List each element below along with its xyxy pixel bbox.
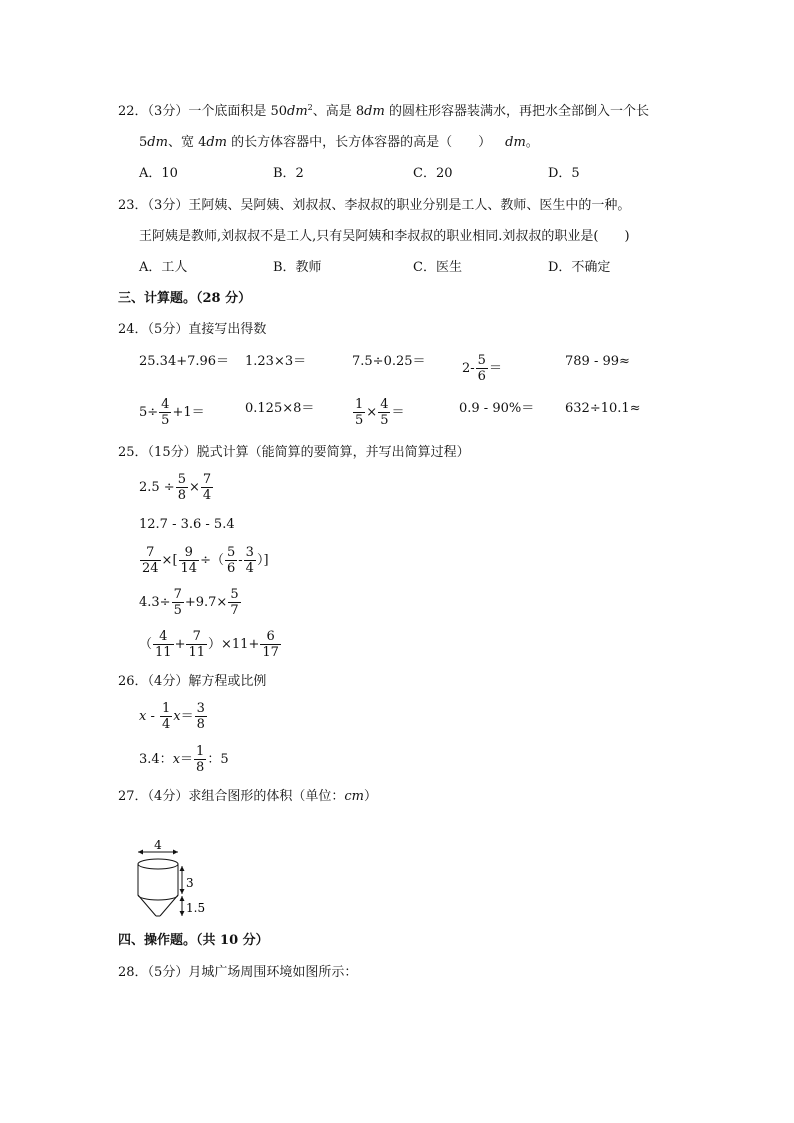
q25-expr-1 [139, 472, 214, 503]
fraction [153, 629, 174, 660]
unit-dm: dm [364, 104, 385, 119]
unit-dm: dm [505, 135, 526, 150]
q24-item-b: 1.23×3＝ [245, 354, 307, 369]
expr-text: × [188, 479, 200, 495]
q27-text: 27．（4分）求组合图形的体积（单位： [118, 789, 345, 804]
q26-proportion-2 [139, 744, 229, 775]
fraction [194, 744, 206, 775]
expr-text: 2- [462, 360, 475, 376]
numerator: 5 [226, 545, 236, 560]
variable-x: x [139, 708, 147, 724]
fraction [195, 701, 207, 732]
numerator: 1 [196, 744, 205, 759]
fraction [260, 629, 281, 660]
q24-item-j: 632÷10.1≈ [565, 401, 641, 416]
section-3-heading: 三、计算题。（28 分） [118, 291, 252, 306]
cylinder-cone-diagram [130, 838, 220, 922]
arrow-up-icon [180, 866, 185, 871]
denominator: 6 [477, 369, 486, 384]
arrow-down-icon [180, 911, 185, 916]
denominator: 11 [188, 645, 206, 660]
q23-line1: 23．（3分）王阿姨、吴阿姨、刘叔叔、李叔叔的职业分别是工人、教师、医生中的一种。 [118, 198, 631, 213]
expr-text: +9.7× [184, 594, 228, 610]
numerator: 5 [230, 587, 239, 602]
expr-text: ×[ [161, 552, 178, 568]
numerator: 3 [196, 701, 205, 716]
expr-text: 2.5 ÷ [139, 479, 175, 495]
numerator: 9 [184, 545, 193, 560]
fraction [176, 472, 188, 503]
q22-option-b: B．2 [273, 166, 304, 181]
denominator: 8 [177, 488, 186, 503]
fraction [179, 545, 200, 576]
denominator: 8 [196, 717, 205, 732]
q23-option-b: B．教师 [273, 260, 322, 275]
q25-expr-4 [139, 587, 242, 618]
numerator: 1 [162, 701, 171, 716]
composite-solid-figure [130, 838, 220, 926]
numerator: 1 [355, 397, 364, 412]
arrow-left-icon [138, 850, 143, 855]
label-cone-height: 1.5 [186, 901, 206, 915]
fraction [159, 397, 171, 428]
fraction [225, 545, 237, 576]
expr-text: ：5 [207, 751, 229, 767]
q22-text: 的圆柱形容器装满水，再把水全部倒入一个长 [384, 104, 649, 119]
expr-text: + [174, 636, 186, 652]
expr-text: ＝ [391, 404, 405, 420]
expr-text: × [366, 404, 378, 420]
q22-line1 [118, 104, 649, 120]
fraction [378, 397, 390, 428]
q25-title: 25．（15分）脱式计算（能简算的要简算，并写出简算过程） [118, 445, 470, 460]
denominator: 24 [142, 561, 159, 576]
unit-dm: dm [287, 104, 308, 119]
label-width: 4 [154, 838, 162, 852]
q22-text: 。 [525, 135, 539, 150]
superscript-2: 2 [307, 103, 313, 112]
q24-item-f [139, 397, 205, 428]
fraction [476, 353, 488, 384]
label-cylinder-height: 3 [186, 876, 194, 890]
fraction [353, 397, 365, 428]
expr-text: ÷（ [200, 552, 224, 568]
q23-option-c: C．医生 [413, 260, 462, 275]
denominator: 8 [196, 760, 205, 775]
denominator: 5 [173, 603, 182, 618]
q23-option-a: A．工人 [139, 260, 188, 275]
q23-option-d: D．不确定 [548, 260, 611, 275]
expr-text: - [238, 552, 243, 568]
cylinder-top-ellipse [138, 859, 178, 869]
cylinder-bottom-arc [138, 895, 178, 900]
unit-dm: dm [206, 135, 227, 150]
q24-item-d [462, 353, 502, 384]
numerator: 7 [173, 587, 182, 602]
denominator: 5 [355, 413, 364, 428]
numerator: 7 [146, 545, 155, 560]
expr-text: （ [139, 636, 153, 652]
cone-left-edge [138, 895, 156, 916]
q22-text: 5 [139, 135, 148, 150]
cone-right-edge [160, 895, 178, 916]
q24-item-g: 0.125×8＝ [245, 401, 315, 416]
fraction [201, 472, 213, 503]
variable-x: x [172, 751, 181, 767]
fraction [228, 587, 240, 618]
numerator: 5 [477, 353, 486, 368]
q22-option-c: C．20 [413, 166, 453, 181]
q24-item-h [352, 397, 404, 428]
denominator: 5 [161, 413, 170, 428]
variable-x: x [173, 708, 181, 724]
q22-option-a: A．10 [139, 166, 178, 181]
denominator: 14 [180, 561, 198, 576]
q26-title: 26．（4分）解方程或比例 [118, 674, 267, 689]
q24-title: 24．（5分）直接写出得数 [118, 322, 267, 337]
expr-text: ）×11+ [208, 636, 260, 652]
q23-line2: 王阿姨是教师,刘叔叔不是工人,只有吴阿姨和李叔叔的职业相同.刘叔叔的职业是( ) [139, 229, 630, 244]
fraction [160, 701, 172, 732]
unit-dm: dm [147, 135, 168, 150]
denominator: 4 [162, 717, 171, 732]
denominator: 11 [155, 645, 172, 660]
q22-text: 22．（3分）一个底面积是 50 [118, 104, 287, 119]
numerator: 4 [161, 397, 170, 412]
q24-item-e: 789 - 99≈ [565, 354, 630, 369]
arrow-down-icon [180, 889, 185, 894]
q25-expr-3 [139, 545, 269, 576]
expr-text: ＝ [488, 360, 502, 376]
fraction [244, 545, 256, 576]
q26-equation-1 [139, 701, 208, 732]
denominator: 7 [230, 603, 239, 618]
denominator: 5 [380, 413, 389, 428]
q24-item-a: 25.34+7.96＝ [139, 354, 230, 369]
numerator: 3 [245, 545, 254, 560]
q22-text: 的长方体容器中，长方体容器的高是（ ） [227, 135, 492, 150]
q24-item-i: 0.9 - 90%＝ [459, 401, 535, 416]
q27-text: ） [363, 789, 377, 804]
fraction [140, 545, 161, 576]
expr-text: - [146, 708, 160, 724]
denominator: 4 [245, 561, 254, 576]
q28-title: 28．（5分）月城广场周围环境如图所示： [118, 965, 358, 980]
q22-text: 、宽 4 [167, 135, 207, 150]
q22-text: 、高是 8 [312, 104, 365, 119]
arrow-up-icon [180, 896, 185, 901]
expr-text: 3.4： [139, 751, 173, 767]
fraction [172, 587, 184, 618]
denominator: 6 [226, 561, 236, 576]
numerator: 5 [177, 472, 186, 487]
arrow-right-icon [173, 850, 178, 855]
expr-text: ）] [256, 552, 269, 568]
expr-text: +1＝ [172, 404, 205, 420]
denominator: 4 [202, 488, 212, 503]
numerator: 7 [192, 629, 201, 644]
expr-text: 4.3÷ [139, 594, 171, 610]
denominator: 17 [262, 645, 279, 660]
q24-item-c: 7.5÷0.25＝ [352, 354, 426, 369]
numerator: 4 [380, 397, 389, 412]
q25-expr-2: 12.7 - 3.6 - 5.4 [139, 517, 235, 532]
expr-text: ＝ [180, 708, 194, 724]
q25-expr-5 [139, 629, 282, 660]
numerator: 7 [202, 472, 212, 487]
expr-text: ＝ [180, 751, 194, 767]
numerator: 6 [266, 629, 275, 644]
section-4-heading: 四、操作题。（共 10 分） [118, 933, 269, 948]
expr-text: 5÷ [139, 404, 159, 420]
q22-line2 [139, 135, 539, 151]
fraction [186, 629, 207, 660]
numerator: 4 [159, 629, 168, 644]
q27-title [118, 789, 377, 805]
q22-option-d: D．5 [548, 166, 580, 181]
unit-cm: cm [344, 789, 364, 804]
